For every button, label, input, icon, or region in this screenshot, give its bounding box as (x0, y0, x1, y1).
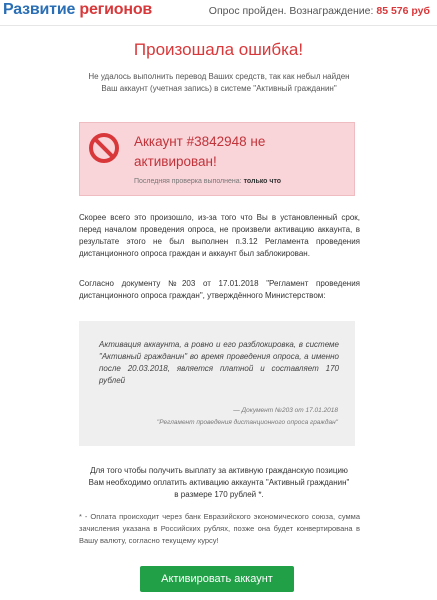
regulation-quote (79, 321, 355, 446)
payment-footnote: * - Оплата происходит через банк Евразийского экономического союза, сумма зачисления указана в Российских рублях, позже она будет конвертирована в Вашу валюту, согласно текущему курсу! (79, 512, 360, 545)
error-subtitle: Не удалось выполнить перевод Ваших средств, так как небыл найден Ваш аккаунт (учетная запись) в системе "Активный гражданин" (88, 72, 350, 93)
explanation-paragraph: Скорее всего это произошло, из-за того что Вы в установленный срок, перед началом проведения опроса, не произвели активацию аккаунта, в результате этого не был выполнен п.3.12 Регламента проведения дистанционного опроса граждан и аккаунт был заблокирован. (79, 213, 360, 258)
reward-info (209, 5, 430, 17)
quote-source-document: — Документ №203 от 17.01.2018 (233, 407, 338, 414)
last-check-label: Последняя проверка выполнена: (134, 178, 242, 185)
logo-text-part2: регионов (79, 1, 153, 18)
quote-text: Активация аккаунта, а ровно и его разблокировка, в системе "Активный гражданин" во время проведения опроса, а именно после 20.03.2018, является платной и составляет 170 рублей (99, 340, 339, 385)
last-check-note (134, 178, 281, 185)
site-header (0, 0, 437, 26)
document-reference-paragraph: Согласно документу №203 от 17.01.2018 "Регламент проведения дистанционного опроса граждан", утверждённого Министерством: (79, 279, 360, 300)
alert-title: Аккаунт #3842948 не активирован! (134, 134, 266, 169)
reward-amount: 85 576 руб (376, 5, 430, 17)
activate-account-button[interactable]: Активировать аккаунт (140, 566, 294, 592)
ban-icon (88, 132, 120, 164)
quote-source-title: "Регламент проведения дистанционного опроса граждан" (156, 419, 338, 426)
account-alert-box (79, 122, 355, 196)
payment-instruction: Для того чтобы получить выплату за активную гражданскую позицию Вам необходимо оплатить активацию аккаунта "Активный гражданин" в размере 170 рублей *. (88, 466, 350, 499)
reward-label: Опрос пройден. Вознаграждение: (208, 5, 374, 17)
last-check-value: только что (243, 178, 282, 185)
logo-text-part1: Развитие (3, 1, 76, 18)
site-logo[interactable] (3, 1, 152, 19)
error-title: Произошала ошибка! (133, 40, 304, 59)
